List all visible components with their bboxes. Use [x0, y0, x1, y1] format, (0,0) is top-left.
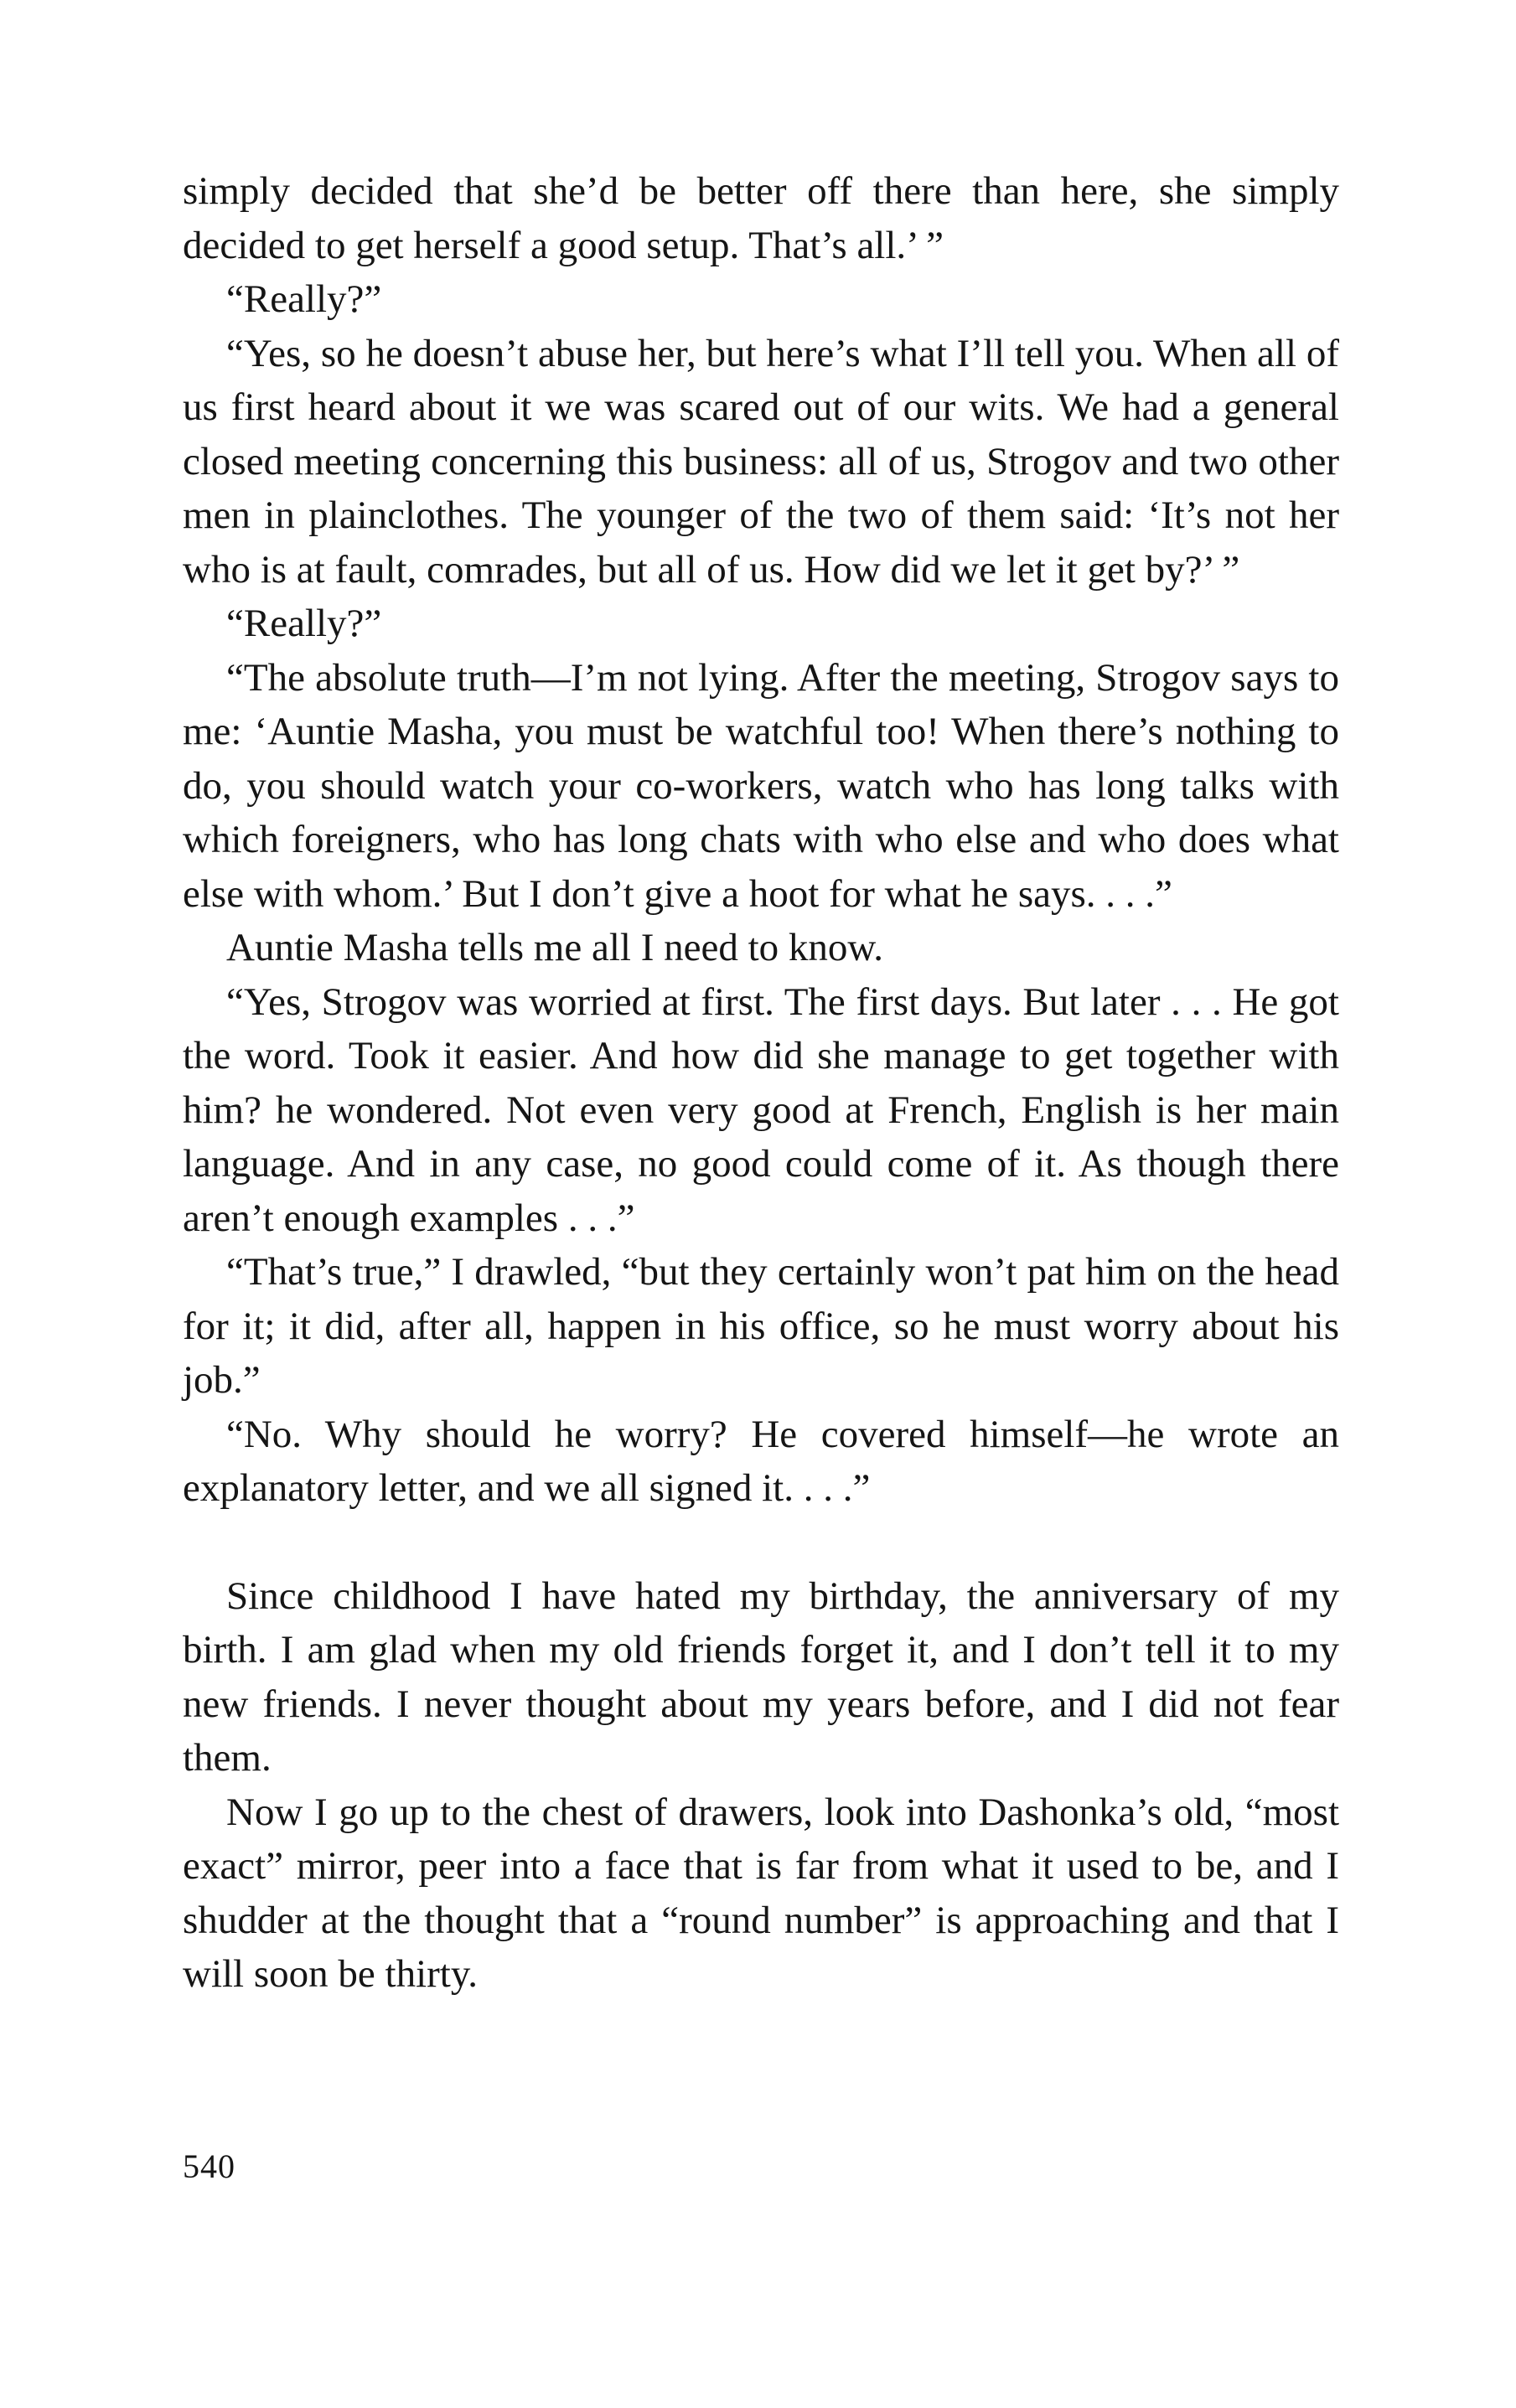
- body-text: [183, 164, 1339, 2002]
- paragraph-auntie-masha: Auntie Masha tells me all I need to know.: [226, 926, 884, 969]
- paragraph-dialogue-meeting: “Yes, so he doesn’t abuse her, but here’s what I’ll tell you. When all of us first heard about it we was scared out of our wits. We had a general closed meeting concerning this business: all of us, Strogov and two other men in plainclothes. The younger of the two of them said: ‘It’s not her who is at fault, comrades, but all of us. How did we let it get by?’ ”: [183, 331, 1339, 592]
- paragraph-dialogue-really-1: “Really?”: [226, 277, 382, 321]
- page-number: 540: [183, 2147, 235, 2185]
- paragraph-mirror: Now I go up to the chest of drawers, look into Dashonka’s old, “most exact” mirror, peer into a face that is far from what it used to be, and I shudder at the thought that a “round number” is approaching and that I will soon be thirty.: [183, 1790, 1339, 1996]
- paragraph-dialogue-strogov-says: “The absolute truth—I’m not lying. After the meeting, Strogov says to me: ‘Auntie Masha, you must be watchful too! When there’s nothing to do, you should watch your co-workers, watch who has long talks with which foreigners, who has long chats with who else and who does what else with whom.’ But I don’t give a hoot for what he says. . . .”: [183, 655, 1339, 916]
- paragraph-birthday: Since childhood I have hated my birthday, the anniversary of my birth. I am glad when my old friends forget it, and I don’t tell it to my new friends. I never thought about my years before, and I did not fear them.: [183, 1573, 1339, 1780]
- paragraph-dialogue-really-2: “Really?”: [226, 602, 382, 645]
- section-break: [183, 1516, 1339, 1569]
- paragraph-dialogue-explanatory-letter: “No. Why should he worry? He covered himself—he wrote an explanatory letter, and we all signed it. . . .”: [183, 1412, 1339, 1510]
- paragraph-dialogue-drawled: “That’s true,” I drawled, “but they certainly won’t pat him on the head for it; it did, after all, happen in his office, so he must worry about his job.”: [183, 1250, 1339, 1402]
- paragraph-continuation: simply decided that she’d be better off there than here, she simply decided to get herself a good setup. That’s all.’ ”: [183, 169, 1339, 267]
- paragraph-dialogue-strogov-worried: “Yes, Strogov was worried at first. The first days. But later . . . He got the word. Took it easier. And how did she manage to get together with him? he wondered. Not even very good at French, English is her main language. And in any case, no good could come of it. As though there aren’t enough examples . . .”: [183, 979, 1339, 1240]
